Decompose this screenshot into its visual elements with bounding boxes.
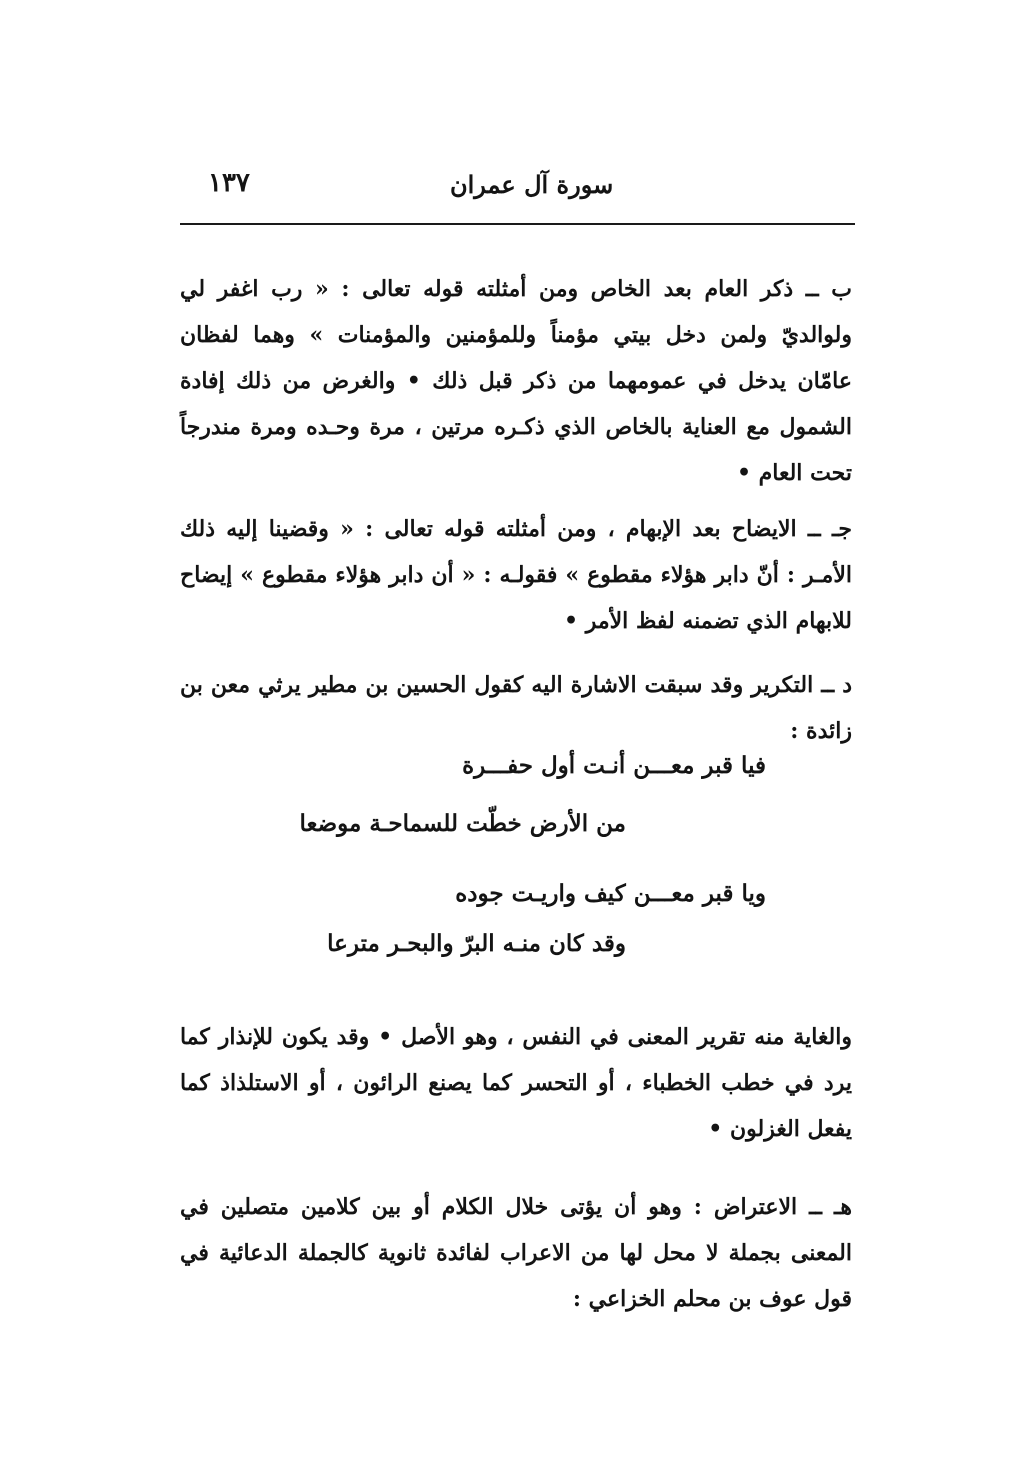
poem-verse: وقد كان منـه البرّ والبحـر مترعا xyxy=(327,930,626,957)
paragraph-purpose: والغاية منه تقرير المعنى في النفس ، وهو الأصل • وقد يكون للإنذار كما يرد في خطب الخطباء ، أو التحسر كما يصنع الرائون ، أو الاستلذاذ كما يفعل الغزلون • xyxy=(180,1024,852,1142)
page-number: ١٣٧ xyxy=(208,168,250,198)
paragraph-general-after-specific: ب ــ ذكر العام بعد الخاص ومن أمثلته قوله تعالى : « رب اغفر لي ولوالديّ ولمن دخل بيتي مؤمناً وللمؤمنين والمؤمنات » وهما لفظان عامّان يدخل في عمومهما من ذكر قبل ذلك • والغرض من ذلك إفادة الشمول مع العناية بالخاص الذي ذكـره مرتين ، مرة وحـده ومرة مندرجاً تحت العام • xyxy=(180,276,852,486)
poem-verse: فيا قبر معـــن أنـت أول حفـــرة xyxy=(462,752,766,779)
running-title: سورة آل عمران xyxy=(450,170,614,199)
poem-verse: من الأرض خطّت للسماحـة موضعا xyxy=(299,810,626,837)
paragraph-repetition: د ــ التكرير وقد سبقت الاشارة اليه كقول الحسين بن مطير يرثي معن بن زائدة : xyxy=(180,672,852,744)
paragraph-parenthesis: هـ ــ الاعتراض : وهو أن يؤتى خلال الكلام أو بين كلامين متصلين في المعنى بجملة لا محل لها من الاعراب لفائدة ثانوية كالجملة الدعائية في قول عوف بن محلم الخزاعي : xyxy=(180,1194,852,1312)
paragraph-clarification-after-ambiguity: جـ ــ الايضاح بعد الإبهام ، ومن أمثلته قوله تعالى : « وقضينا إليه ذلك الأمـر : أنّ دابر هؤلاء مقطوع » فقولـه : « أن دابر هؤلاء مقطوع » إيضاح للابهام الذي تضمنه لفظ الأمر • xyxy=(180,516,853,634)
page-header xyxy=(180,168,855,208)
header-rule xyxy=(180,223,855,225)
poem-verse: ويا قبر معـــن كيف واريـت جوده xyxy=(455,880,766,907)
